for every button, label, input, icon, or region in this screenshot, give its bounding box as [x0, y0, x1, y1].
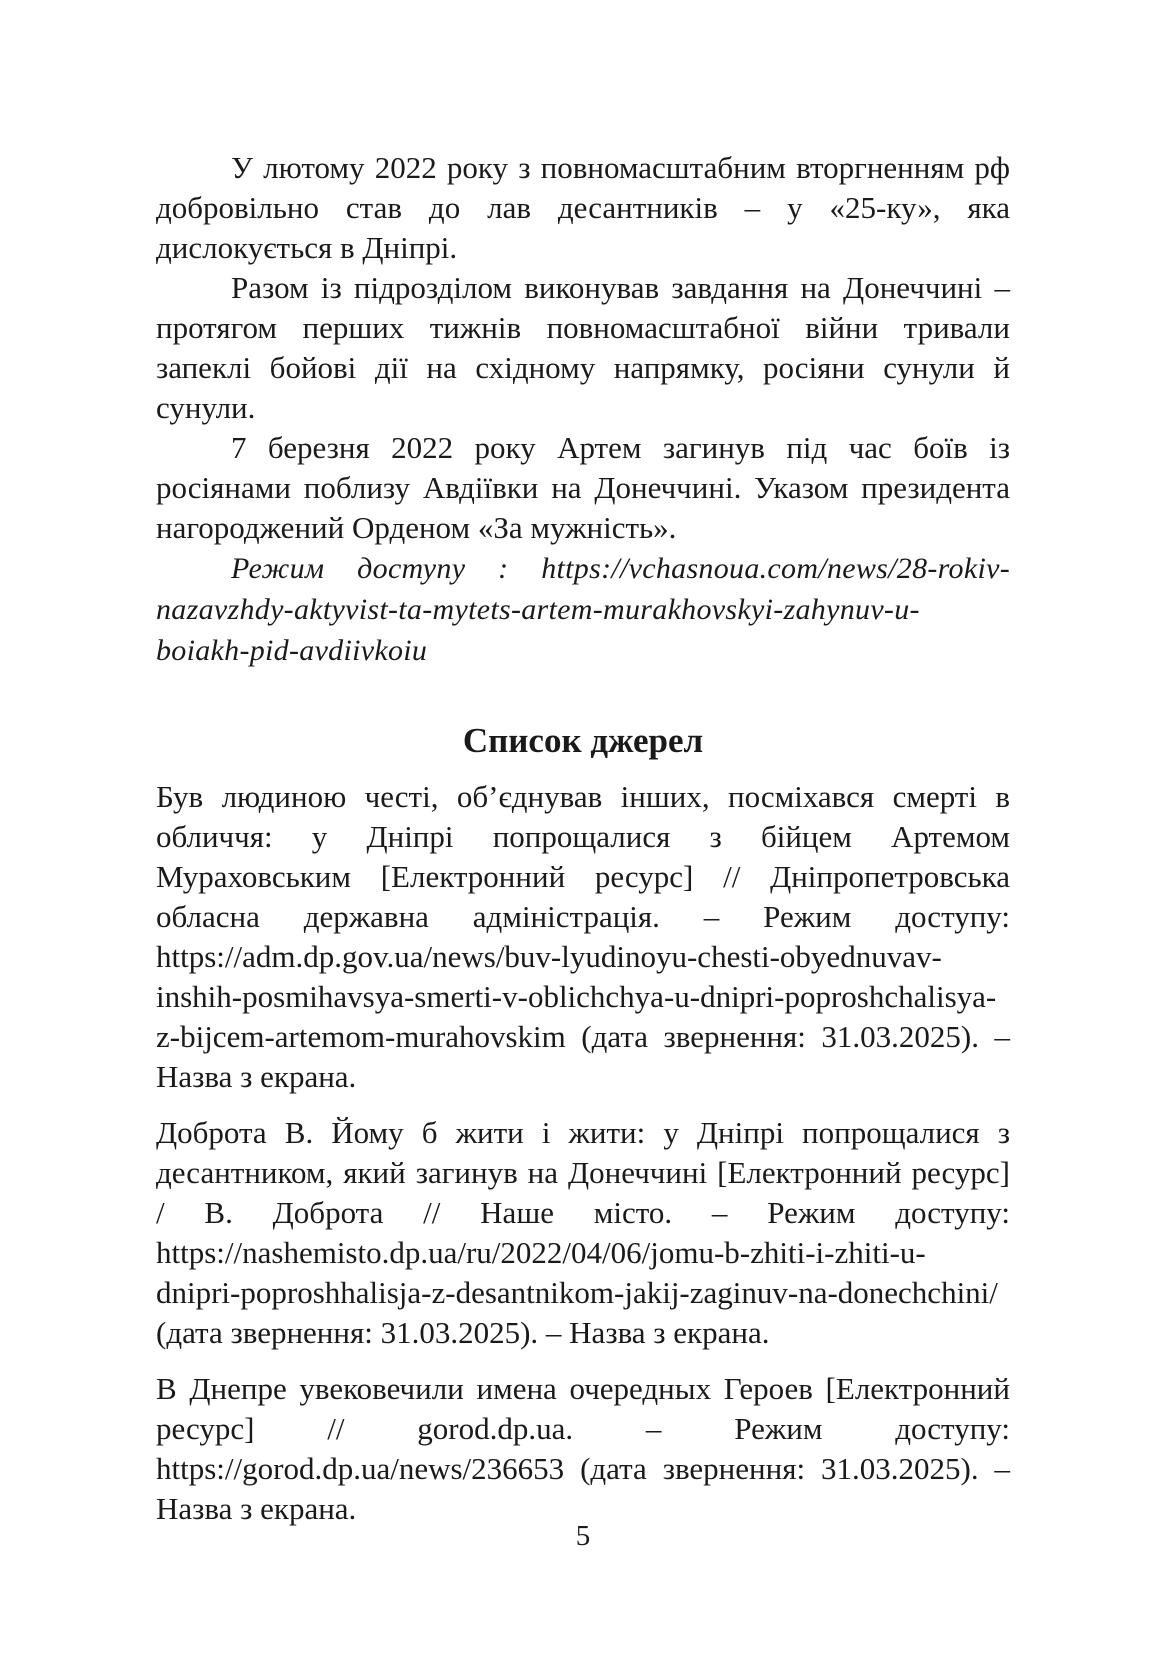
body-paragraph: У лютому 2022 року з повномасштабним вторгненням рф добровільно став до лав десантників – у «25-ку», яка дислокується в Дніпрі. [156, 150, 1010, 265]
page-content [156, 148, 1010, 1545]
reference-item: В Днепре увековечили имена очередных Героев [Електронний ресурс] // gorod.dp.ua. – Режим доступу: https://gorod.dp.ua/news/236653 (дата звернення: 31.03.2025). – Назва з екрана. [156, 1371, 1010, 1526]
source-link: Режим доступу : https://vchasnoua.com/news/28-rokiv-nazavzhdy-aktyvist-ta-mytets-artem-murakhovskyi-zahynuv-u-boiakh-pid-avdiivkoiu [156, 552, 1010, 667]
body-paragraph: Разом із підрозділом виконував завдання на Донеччині – протягом перших тижнів повномасштабної війни тривали запеклі бойові дії на східному напрямку, росіяни сунули й сунули. [156, 270, 1010, 425]
references-heading: Список джерел [462, 721, 704, 760]
reference-item: Доброта В. Йому б жити і жити: у Дніпрі попрощалися з десантником, який загинув на Донеччині [Електронний ресурс] / В. Доброта // Наше місто. – Режим доступу: https://nashemisto.dp.ua/ru/2022/04/06/jomu-b-zhiti-i-zhiti-u-dnipri-poproshhalisja-z-desantnikom-jakij-zaginuv-na-donechchini/ (дата звернення: 31.03.2025). – Назва з екрана. [156, 1115, 1010, 1350]
page-number: 5 [575, 1520, 591, 1552]
reference-item: Був людиною честі, об’єднував інших, посміхався смерті в обличчя: у Дніпрі попрощалися з бійцем Артемом Мураховським [Електронний ресурс] // Дніпропетровська обласна державна адміністрація. – Режим доступу: https://adm.dp.gov.ua/news/buv-lyudinoyu-chesti-obyednuvav-inshih-posmihavsya-smerti-v-oblichchya-u-dnipri-poproshchalisya-z-bijcem-artemom-murahovskim (дата звернення: 31.03.2025). – Назва з екрана. [156, 779, 1010, 1094]
body-paragraph: 7 березня 2022 року Артем загинув під час боїв із росіянами поблизу Авдіївки на Донеччині. Указом президента нагороджений Орденом «За мужність». [156, 430, 1010, 545]
